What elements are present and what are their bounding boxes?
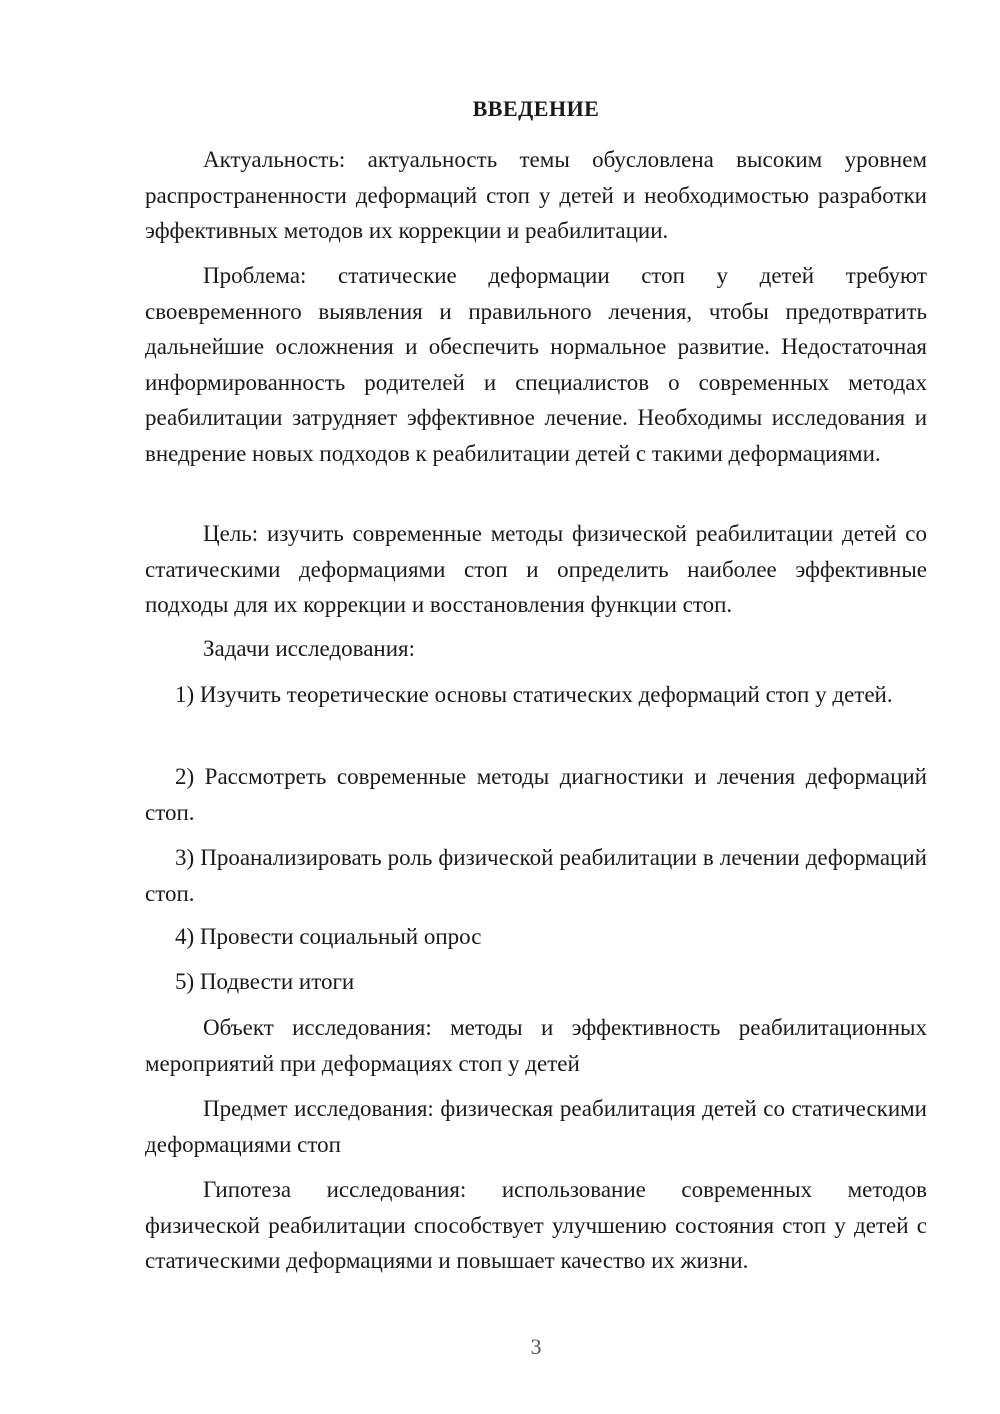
task-item: 3) Проанализировать роль физической реабилитации в лечении деформаций стоп. xyxy=(145,845,927,906)
hypothesis-paragraph: Гипотеза исследования: использование современных методов физической реабилитации способствует улучшению состояния стоп у детей с статическими деформациями и повышает качество их жизни. xyxy=(145,1177,927,1273)
page-title: ВВЕДЕНИЕ xyxy=(472,96,600,121)
page-number: 3 xyxy=(530,1334,542,1359)
task-item: 4) Провести социальный опрос xyxy=(175,924,482,949)
problem-paragraph: Проблема: статические деформации стоп у детей требуют своевременного выявления и правильного лечения, чтобы предотвратить дальнейшие осложнения и обеспечить нормальное развитие. Недостаточная информированность родителей и специалистов о современных методах реабилитации затрудняет эффективное лечение. Необходимы исследования и внедрение новых подходов к реабилитации детей с такими деформациями. xyxy=(145,263,927,466)
goal-paragraph: Цель: изучить современные методы физической реабилитации детей со статическими деформациями стоп и определить наиболее эффективные подходы для их коррекции и восстановления функции стоп. xyxy=(145,521,927,617)
subject-paragraph: Предмет исследования: физическая реабилитация детей со статическими деформациями стоп xyxy=(145,1096,927,1157)
relevance-paragraph: Актуальность: актуальность темы обусловлена высоким уровнем распространенности деформаций стоп у детей и необходимостью разработки эффективных методов их коррекции и реабилитации. xyxy=(145,147,927,243)
task-item: 1) Изучить теоретические основы статических деформаций стоп у детей. xyxy=(175,682,893,707)
tasks-heading: Задачи исследования: xyxy=(203,636,416,661)
task-item: 5) Подвести итоги xyxy=(175,969,355,994)
object-paragraph: Объект исследования: методы и эффективность реабилитационных мероприятий при деформациях стоп у детей xyxy=(145,1015,927,1076)
task-item: 2) Рассмотреть современные методы диагностики и лечения деформаций стоп. xyxy=(145,764,927,825)
